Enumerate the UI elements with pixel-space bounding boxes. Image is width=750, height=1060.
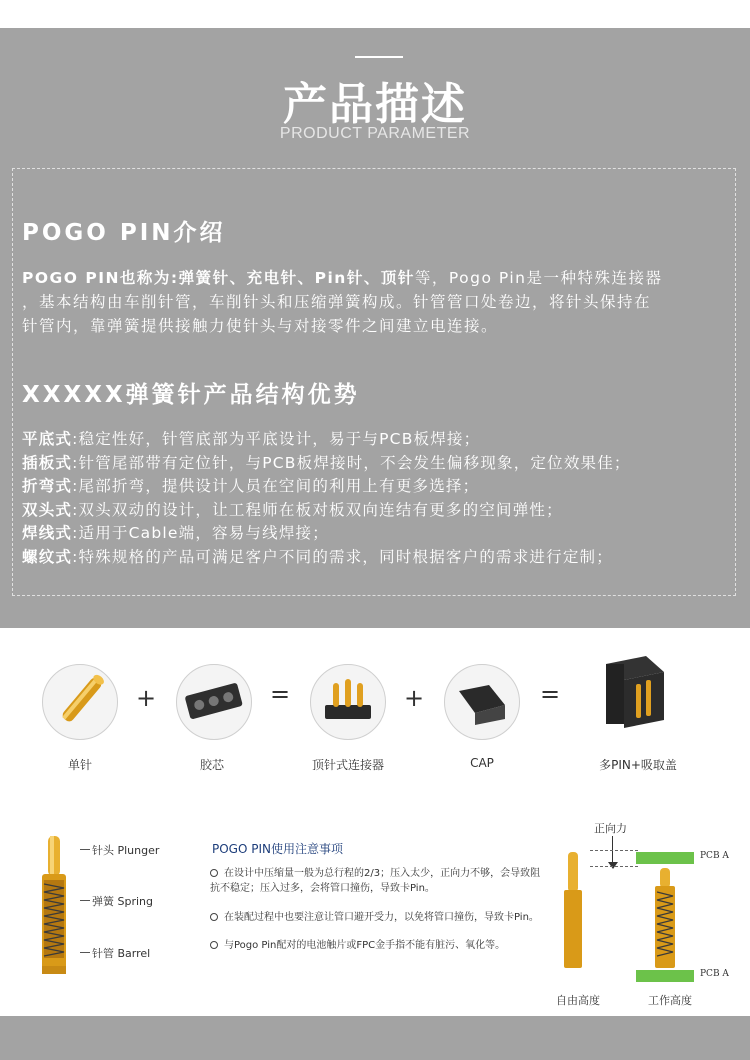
bullet-icon bbox=[210, 869, 218, 877]
caption-insulator: 胶芯 bbox=[199, 758, 224, 772]
plus-operator: + bbox=[404, 684, 425, 712]
top-white-strip bbox=[0, 0, 750, 28]
caption-cap: CAP bbox=[470, 756, 494, 770]
free-pin-icon bbox=[558, 850, 588, 970]
note-text: 与Pogo Pin配对的电池触片或FPC金手指不能有脏污、氧化等。 bbox=[224, 940, 506, 951]
cap-image bbox=[444, 664, 520, 740]
structure-item-label: 焊线式 bbox=[22, 524, 73, 542]
structure-item bbox=[22, 522, 742, 546]
bullet-icon bbox=[210, 913, 218, 921]
compressed-pin-icon bbox=[650, 866, 680, 970]
equals-operator: = bbox=[270, 680, 291, 708]
structure-item-label: 插板式 bbox=[22, 453, 73, 472]
note-item bbox=[210, 938, 550, 953]
barrel-label: 针管 Barrel bbox=[92, 947, 151, 960]
structure-item-text: :针管尾部带有定位针，与PCB板焊接时，不会发生偏移现象，定位效果佳； bbox=[72, 453, 631, 472]
intro-line1: 等，Pogo Pin是一种特殊连接器 bbox=[414, 269, 663, 287]
structure-item-text: :双头双动的设计，让工程师在板对板双向连结有更多的空间弹性； bbox=[72, 500, 563, 519]
intro-paragraph bbox=[22, 266, 734, 338]
caption-connector: 顶针式连接器 bbox=[311, 758, 384, 772]
intro-heading: POGO PIN介绍 bbox=[22, 220, 226, 246]
dashed-guide bbox=[590, 850, 638, 851]
free-height-pin bbox=[558, 850, 588, 970]
structure-item bbox=[22, 452, 742, 476]
pcb-label-bottom: PCB A bbox=[700, 969, 729, 979]
cap-icon bbox=[445, 665, 519, 739]
note-item bbox=[210, 910, 550, 925]
page-title: 产品描述 bbox=[283, 79, 467, 130]
plus-operator: + bbox=[136, 684, 157, 712]
work-height-label: 工作高度 bbox=[648, 994, 692, 1007]
intro-line3: 针管内，靠弹簧提供接触力使针头与对接零件之间建立电连接。 bbox=[22, 317, 499, 335]
structure-item-label: 螺纹式 bbox=[22, 547, 73, 566]
title-divider bbox=[355, 56, 403, 58]
pcb-board-bottom bbox=[636, 970, 694, 982]
notes-title: POGO PIN使用注意事项 bbox=[212, 842, 343, 856]
structure-heading: XXXXX弹簧针产品结构优势 bbox=[22, 382, 360, 408]
multi-pin-cap-image bbox=[592, 650, 672, 740]
note-item bbox=[210, 866, 550, 896]
insulator-icon bbox=[177, 665, 251, 739]
structure-item bbox=[22, 475, 742, 499]
single-pin-icon bbox=[43, 665, 117, 739]
intro-lead: POGO PIN也称为:弹簧针、充电针、Pin针、顶针 bbox=[22, 269, 415, 287]
pogo-pin-diagram-icon bbox=[30, 830, 80, 980]
structure-list bbox=[22, 428, 742, 569]
equals-operator: = bbox=[540, 680, 561, 708]
intro-line2: ，基本结构由车削针管，车削针头和压缩弹簧构成。针管管口处卷边，将针头保持在 bbox=[22, 293, 652, 311]
single-pin-image bbox=[42, 664, 118, 740]
structure-item-label: 折弯式 bbox=[22, 477, 73, 495]
structure-item bbox=[22, 499, 742, 523]
force-label: 正向力 bbox=[594, 822, 627, 835]
caption-multi-pin-cap: 多PIN+吸取盖 bbox=[599, 758, 677, 772]
insulator-image bbox=[176, 664, 252, 740]
pcb-board-top bbox=[636, 852, 694, 864]
pogo-pin-cross-section bbox=[30, 830, 80, 980]
plunger-label: 针头 Plunger bbox=[92, 844, 160, 857]
spring-label: 弹簧 Spring bbox=[92, 895, 153, 908]
bottom-gray-strip bbox=[0, 1016, 750, 1060]
free-height-label: 自由高度 bbox=[556, 994, 600, 1007]
note-text: 在装配过程中也要注意让管口避开受力，以免将管口撞伤，导致卡Pin。 bbox=[224, 912, 539, 923]
page-subtitle: PRODUCT PARAMETER bbox=[279, 125, 471, 142]
pcb-label-top: PCB A bbox=[700, 851, 729, 861]
connector-icon bbox=[311, 665, 385, 739]
structure-item-label: 双头式 bbox=[22, 500, 73, 519]
structure-item-text: :适用于Cable端，容易与线焊接； bbox=[72, 524, 329, 542]
structure-item bbox=[22, 546, 742, 570]
barrel-leader-line bbox=[80, 952, 90, 953]
structure-item-label: 平底式 bbox=[22, 430, 73, 448]
work-height-pin bbox=[650, 866, 680, 970]
dashed-guide bbox=[590, 866, 638, 867]
spring-leader-line bbox=[80, 900, 90, 901]
caption-single-pin: 单针 bbox=[67, 758, 92, 772]
structure-item bbox=[22, 428, 742, 452]
plunger-leader-line bbox=[80, 849, 90, 850]
structure-item-text: :稳定性好，针管底部为平底设计，易于与PCB板焊接； bbox=[72, 430, 481, 448]
bullet-icon bbox=[210, 941, 218, 949]
multi-pin-cap-icon bbox=[592, 650, 672, 740]
structure-item-text: :尾部折弯，提供设计人员在空间的利用上有更多选择； bbox=[72, 477, 480, 495]
note-text: 在设计中压缩量一般为总行程的2/3；压入太少，正向力不够，会导致阻抗不稳定；压入过多，会将管口撞伤，导致卡Pin。 bbox=[210, 868, 541, 894]
connector-image bbox=[310, 664, 386, 740]
structure-item-text: :特殊规格的产品可满足客户不同的需求，同时根据客户的需求进行定制； bbox=[72, 547, 613, 566]
